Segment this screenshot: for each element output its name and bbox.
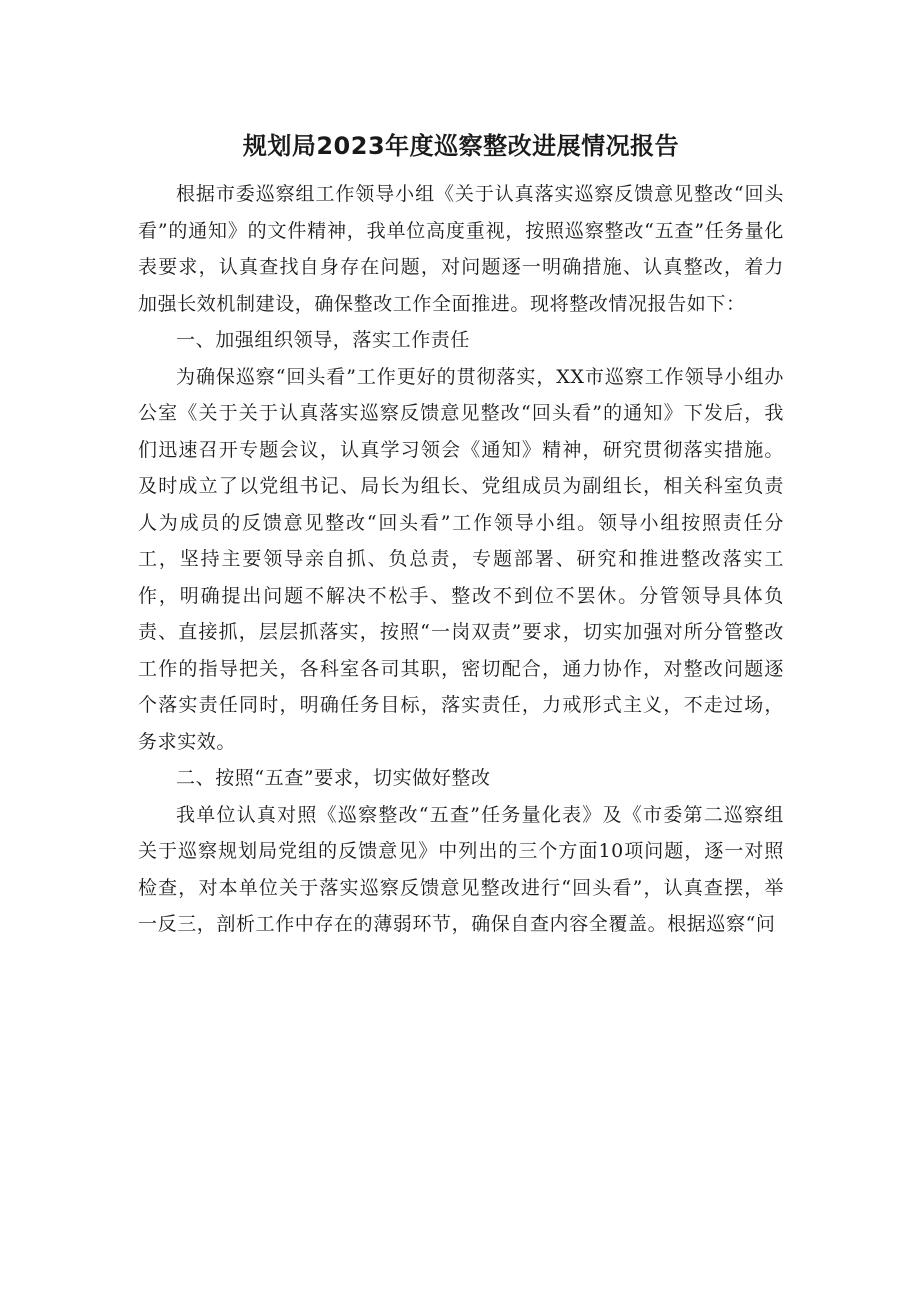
- body-paragraph: 根据市委巡察组工作领导小组《关于认真落实巡察反馈意见整改“回头看”的通知》的文件精神，我单位高度重视，按照巡察整改“五查”任务量化表要求，认真查找自身存在问题，对问题逐一明确措施、认真整改，着力加强长效机制建设，确保整改工作全面推进。现将整改情况报告如下：: [138, 183, 784, 315]
- document-title: 规划局2023年度巡察整改进展情况报告: [242, 132, 680, 160]
- document-body: [138, 176, 784, 943]
- body-paragraph: 我单位认真对照《巡察整改“五查”任务量化表》及《市委第二巡察组关于巡察规划局党组的反馈意见》中列出的三个方面10项问题，逐一对照检查，对本单位关于落实巡察反馈意见整改进行“回头看”，认真查摆，举一反三，剖析工作中存在的薄弱环节，确保自查内容全覆盖。根据巡察“问: [138, 803, 784, 935]
- section-heading: 二、按照“五查”要求，切实做好整改: [176, 767, 491, 789]
- section-heading: 一、加强组织领导，落实工作责任: [176, 329, 471, 351]
- body-paragraph: 为确保巡察“回头看”工作更好的贯彻落实，XX市巡察工作领导小组办公室《关于关于认真落实巡察反馈意见整改“回头看”的通知》下发后，我们迅速召开专题会议，认真学习领会《通知》精神，研究贯彻落实措施。及时成立了以党组书记、局长为组长、党组成员为副组长，相关科室负责人为成员的反馈意见整改“回头看”工作领导小组。领导小组按照责任分工，坚持主要领导亲自抓、负总责，专题部署、研究和推进整改落实工作，明确提出问题不解决不松手、整改不到位不罢休。分管领导具体负责、直接抓，层层抓落实，按照“一岗双责”要求，切实加强对所分管整改工作的指导把关，各科室各司其职，密切配合，通力协作，对整改问题逐个落实责任同时，明确任务目标，落实责任，力戒形式主义，不走过场，务求实效。: [138, 365, 784, 753]
